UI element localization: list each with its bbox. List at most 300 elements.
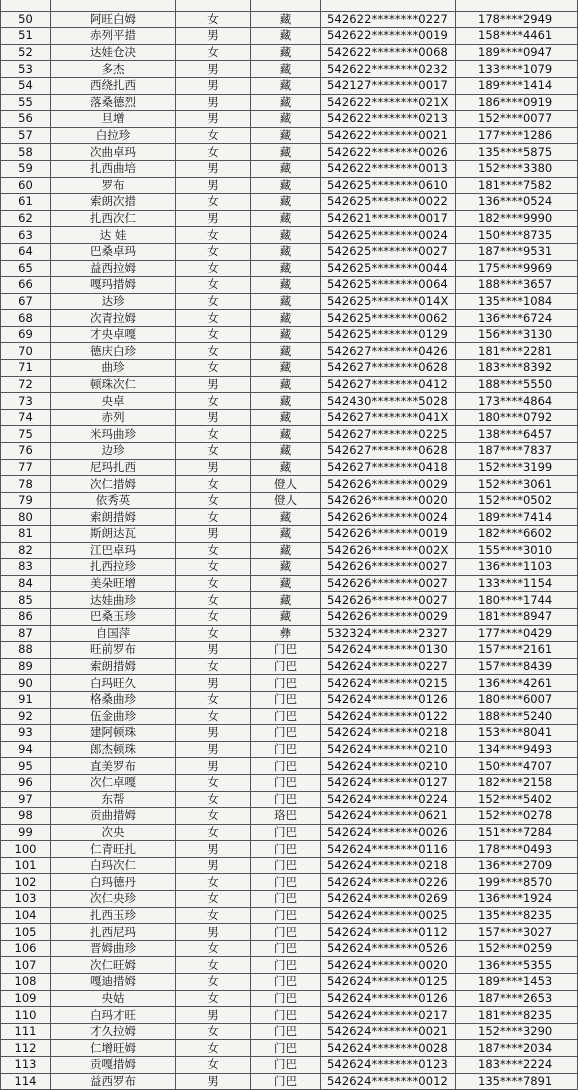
table-row	[1, 443, 578, 460]
table-row	[1, 741, 578, 758]
name-cell: 赤列	[51, 409, 176, 426]
table-row	[1, 459, 578, 476]
ethnicity-cell: 门巴	[251, 1073, 321, 1090]
ethnicity-cell: 彝	[251, 625, 321, 642]
name-cell: 白玛旺久	[51, 675, 176, 692]
id-number-cell: 542622********0013	[321, 160, 456, 177]
gender-cell: 女	[176, 957, 251, 974]
table-row	[1, 559, 578, 576]
phone-cell: 156****3130	[456, 326, 578, 343]
id-number-cell: 542624********0126	[321, 990, 456, 1007]
table-row	[1, 476, 578, 493]
id-number-cell: 542624********0116	[321, 841, 456, 858]
phone-cell: 181****8235	[456, 1007, 578, 1024]
table-row	[1, 874, 578, 891]
name-cell: 益西罗布	[51, 1073, 176, 1090]
gender-cell: 男	[176, 376, 251, 393]
row-number-cell: 52	[1, 44, 51, 61]
table-row	[1, 94, 578, 111]
table-row	[1, 990, 578, 1007]
row-number-cell: 92	[1, 708, 51, 725]
row-number-cell: 90	[1, 675, 51, 692]
id-number-cell: 542626********002X	[321, 542, 456, 559]
name-cell: 才久拉姆	[51, 1023, 176, 1040]
table-row	[1, 11, 578, 28]
ethnicity-cell: 藏	[251, 94, 321, 111]
table-row	[1, 542, 578, 559]
phone-cell: 178****0493	[456, 841, 578, 858]
phone-cell: 150****8735	[456, 227, 578, 244]
id-number-cell: 542624********0217	[321, 1007, 456, 1024]
name-cell: 贡嘎措姆	[51, 1057, 176, 1074]
table-row	[1, 1023, 578, 1040]
row-number-cell: 105	[1, 924, 51, 941]
row-number-cell: 87	[1, 625, 51, 642]
gender-cell: 男	[176, 28, 251, 45]
ethnicity-cell: 藏	[251, 227, 321, 244]
ethnicity-cell: 门巴	[251, 774, 321, 791]
ethnicity-cell: 门巴	[251, 924, 321, 941]
phone-cell: 152****5402	[456, 791, 578, 808]
ethnicity-cell: 藏	[251, 360, 321, 377]
phone-cell: 150****4707	[456, 758, 578, 775]
row-number-cell: 61	[1, 194, 51, 211]
ethnicity-cell: 门巴	[251, 874, 321, 891]
name-cell: 白玛德丹	[51, 874, 176, 891]
table-row	[1, 642, 578, 659]
name-cell: 次仁措姆	[51, 476, 176, 493]
name-cell: 央姑	[51, 990, 176, 1007]
ethnicity-cell: 藏	[251, 343, 321, 360]
ethnicity-cell: 门巴	[251, 642, 321, 659]
id-number-cell: 542625********0129	[321, 326, 456, 343]
name-cell: 依秀英	[51, 492, 176, 509]
phone-cell: 155****3010	[456, 542, 578, 559]
ethnicity-cell: 藏	[251, 144, 321, 161]
name-cell: 达 娃	[51, 227, 176, 244]
phone-cell: 187****2653	[456, 990, 578, 1007]
gender-cell: 女	[176, 824, 251, 841]
gender-cell: 男	[176, 642, 251, 659]
name-cell: 次曲卓玛	[51, 144, 176, 161]
name-cell: 次仁卓嘎	[51, 774, 176, 791]
phone-cell: 178****2949	[456, 11, 578, 28]
table-row	[1, 293, 578, 310]
phone-cell: 134****9493	[456, 741, 578, 758]
row-number-cell: 101	[1, 857, 51, 874]
row-number-cell: 51	[1, 28, 51, 45]
table-row	[1, 708, 578, 725]
table-row	[1, 160, 578, 177]
gender-cell: 女	[176, 774, 251, 791]
ethnicity-cell: 藏	[251, 111, 321, 128]
ethnicity-cell: 门巴	[251, 891, 321, 908]
row-number-cell: 75	[1, 426, 51, 443]
gender-cell: 女	[176, 127, 251, 144]
gender-cell: 男	[176, 526, 251, 543]
name-cell: 直美罗布	[51, 758, 176, 775]
name-cell: 贡曲措姆	[51, 808, 176, 825]
name-cell: 江巴卓玛	[51, 542, 176, 559]
table-row	[1, 111, 578, 128]
id-number-cell: 542625********0027	[321, 243, 456, 260]
table-row	[1, 326, 578, 343]
gender-cell: 男	[176, 857, 251, 874]
row-number-cell: 67	[1, 293, 51, 310]
ethnicity-cell: 藏	[251, 243, 321, 260]
row-number-cell: 77	[1, 459, 51, 476]
id-number-cell: 542624********0028	[321, 1040, 456, 1057]
ethnicity-cell: 藏	[251, 44, 321, 61]
table-row	[1, 691, 578, 708]
ethnicity-cell: 藏	[251, 177, 321, 194]
id-number-cell: 542627********0418	[321, 459, 456, 476]
name-cell: 晋姆曲珍	[51, 940, 176, 957]
gender-cell: 女	[176, 243, 251, 260]
gender-cell: 女	[176, 1040, 251, 1057]
row-number-cell: 114	[1, 1073, 51, 1090]
ethnicity-cell: 门巴	[251, 1057, 321, 1074]
id-number-cell: 542624********0025	[321, 907, 456, 924]
row-number-cell: 80	[1, 509, 51, 526]
table-row	[1, 44, 578, 61]
name-cell: 嘎玛措姆	[51, 277, 176, 294]
phone-cell: 187****7837	[456, 443, 578, 460]
ethnicity-cell: 藏	[251, 526, 321, 543]
name-cell: 落桑德烈	[51, 94, 176, 111]
name-cell: 扎西拉珍	[51, 559, 176, 576]
ethnicity-cell: 藏	[251, 608, 321, 625]
gender-cell: 女	[176, 360, 251, 377]
ethnicity-cell: 藏	[251, 393, 321, 410]
id-number-cell: 542624********0210	[321, 741, 456, 758]
phone-cell: 153****8041	[456, 725, 578, 742]
table-row	[1, 575, 578, 592]
table-row	[1, 1073, 578, 1090]
id-number-cell: 542624********0012	[321, 1073, 456, 1090]
gender-cell: 女	[176, 492, 251, 509]
ethnicity-cell: 门巴	[251, 758, 321, 775]
name-cell: 索朗措姆	[51, 509, 176, 526]
name-cell: 白玛才旺	[51, 1007, 176, 1024]
table-row	[1, 857, 578, 874]
phone-cell: 180****0792	[456, 409, 578, 426]
phone-cell: 189****7414	[456, 509, 578, 526]
ethnicity-cell: 藏	[251, 443, 321, 460]
gender-cell: 女	[176, 708, 251, 725]
id-number-cell: 542627********041X	[321, 409, 456, 426]
gender-cell: 女	[176, 144, 251, 161]
id-number-cell: 542625********0064	[321, 277, 456, 294]
table-row	[1, 426, 578, 443]
id-number-cell	[321, 0, 456, 11]
table-row	[1, 774, 578, 791]
id-number-cell: 542624********0026	[321, 824, 456, 841]
ethnicity-cell: 藏	[251, 326, 321, 343]
ethnicity-cell: 藏	[251, 509, 321, 526]
id-number-cell: 542624********0269	[321, 891, 456, 908]
row-number-cell: 70	[1, 343, 51, 360]
row-number-cell: 112	[1, 1040, 51, 1057]
table-row	[1, 940, 578, 957]
name-cell: 扎西玉珍	[51, 907, 176, 924]
row-number-cell: 108	[1, 974, 51, 991]
row-number-cell: 98	[1, 808, 51, 825]
gender-cell: 女	[176, 874, 251, 891]
name-cell: 次青拉姆	[51, 310, 176, 327]
row-number-cell: 107	[1, 957, 51, 974]
gender-cell: 男	[176, 1073, 251, 1090]
row-number-cell: 58	[1, 144, 51, 161]
phone-cell: 136****0524	[456, 194, 578, 211]
ethnicity-cell: 藏	[251, 260, 321, 277]
id-number-cell: 532324********2327	[321, 625, 456, 642]
ethnicity-cell: 藏	[251, 61, 321, 78]
name-cell: 旦增	[51, 111, 176, 128]
phone-cell: 158****4461	[456, 28, 578, 45]
name-cell: 赤列平措	[51, 28, 176, 45]
table-row	[1, 393, 578, 410]
row-number-cell: 99	[1, 824, 51, 841]
phone-cell: 136****6724	[456, 310, 578, 327]
gender-cell: 女	[176, 277, 251, 294]
row-number-cell: 86	[1, 608, 51, 625]
phone-cell: 133****1079	[456, 61, 578, 78]
id-number-cell: 542621********0017	[321, 210, 456, 227]
gender-cell: 女	[176, 260, 251, 277]
phone-cell: 183****8392	[456, 360, 578, 377]
id-number-cell: 542624********0621	[321, 808, 456, 825]
gender-cell: 男	[176, 61, 251, 78]
phone-cell: 152****0502	[456, 492, 578, 509]
id-number-cell: 542625********014X	[321, 293, 456, 310]
table-row	[1, 77, 578, 94]
phone-cell: 175****9969	[456, 260, 578, 277]
row-number-cell: 113	[1, 1057, 51, 1074]
row-number-cell: 82	[1, 542, 51, 559]
ethnicity-cell: 藏	[251, 592, 321, 609]
name-cell: 达娃仓决	[51, 44, 176, 61]
phone-cell: 136****4261	[456, 675, 578, 692]
phone-cell: 157****8439	[456, 658, 578, 675]
phone-cell: 135****1084	[456, 293, 578, 310]
id-number-cell: 542622********0227	[321, 11, 456, 28]
id-number-cell: 542625********0022	[321, 194, 456, 211]
row-number-cell: 95	[1, 758, 51, 775]
phone-cell: 136****5355	[456, 957, 578, 974]
table-row	[1, 675, 578, 692]
name-cell: 东帮	[51, 791, 176, 808]
id-number-cell: 542627********0426	[321, 343, 456, 360]
phone-cell: 135****7891	[456, 1073, 578, 1090]
row-number-cell: 59	[1, 160, 51, 177]
ethnicity-cell: 门巴	[251, 974, 321, 991]
ethnicity-cell: 门巴	[251, 741, 321, 758]
gender-cell: 女	[176, 990, 251, 1007]
row-number-cell: 96	[1, 774, 51, 791]
phone-cell: 187****2034	[456, 1040, 578, 1057]
ethnicity-cell: 藏	[251, 559, 321, 576]
row-number-cell: 79	[1, 492, 51, 509]
table-row	[1, 608, 578, 625]
row-number-cell: 106	[1, 940, 51, 957]
name-cell: 达珍	[51, 293, 176, 310]
table-row	[1, 28, 578, 45]
id-number-cell: 542624********0210	[321, 758, 456, 775]
phone-cell: 136****2709	[456, 857, 578, 874]
name-cell: 巴桑卓玛	[51, 243, 176, 260]
table-row	[1, 907, 578, 924]
phone-cell: 189****0947	[456, 44, 578, 61]
gender-cell: 男	[176, 111, 251, 128]
name-cell: 扎西次仁	[51, 210, 176, 227]
id-number-cell: 542624********0218	[321, 857, 456, 874]
name-cell: 达娃曲珍	[51, 592, 176, 609]
table-row	[1, 243, 578, 260]
gender-cell: 女	[176, 227, 251, 244]
row-number-cell: 69	[1, 326, 51, 343]
gender-cell: 男	[176, 77, 251, 94]
row-number-cell: 63	[1, 227, 51, 244]
phone-cell: 151****7284	[456, 824, 578, 841]
name-cell: 美朵旺增	[51, 575, 176, 592]
table-row	[1, 1057, 578, 1074]
row-number-cell: 64	[1, 243, 51, 260]
gender-cell: 女	[176, 1057, 251, 1074]
name-cell: 阿旺白姆	[51, 11, 176, 28]
row-number-cell: 81	[1, 526, 51, 543]
name-cell: 格桑曲珍	[51, 691, 176, 708]
gender-cell: 女	[176, 658, 251, 675]
ethnicity-cell: 藏	[251, 11, 321, 28]
gender-cell: 女	[176, 44, 251, 61]
gender-cell: 女	[176, 1023, 251, 1040]
table-row	[1, 824, 578, 841]
ethnicity-cell: 藏	[251, 409, 321, 426]
gender-cell: 女	[176, 974, 251, 991]
id-number-cell: 542626********0020	[321, 492, 456, 509]
id-number-cell: 542430********5028	[321, 393, 456, 410]
name-cell: 扎西曲培	[51, 160, 176, 177]
id-number-cell: 542622********0232	[321, 61, 456, 78]
id-number-cell: 542624********0123	[321, 1057, 456, 1074]
phone-cell: 188****5550	[456, 376, 578, 393]
gender-cell	[176, 0, 251, 11]
gender-cell: 女	[176, 194, 251, 211]
row-number-cell: 93	[1, 725, 51, 742]
table-row	[1, 791, 578, 808]
row-number-cell: 91	[1, 691, 51, 708]
name-cell: 旺前罗布	[51, 642, 176, 659]
ethnicity-cell: 藏	[251, 542, 321, 559]
gender-cell: 女	[176, 891, 251, 908]
id-number-cell: 542626********0029	[321, 476, 456, 493]
row-number-cell: 104	[1, 907, 51, 924]
row-number-cell: 54	[1, 77, 51, 94]
id-number-cell: 542627********0225	[321, 426, 456, 443]
id-number-cell: 542626********0027	[321, 575, 456, 592]
id-number-cell: 542624********0130	[321, 642, 456, 659]
phone-cell: 157****3027	[456, 924, 578, 941]
phone-cell: 182****6602	[456, 526, 578, 543]
gender-cell: 女	[176, 509, 251, 526]
gender-cell: 男	[176, 409, 251, 426]
ethnicity-cell: 门巴	[251, 675, 321, 692]
name-cell: 嘎迪措姆	[51, 974, 176, 991]
ethnicity-cell: 门巴	[251, 791, 321, 808]
row-number-cell: 103	[1, 891, 51, 908]
phone-cell: 181****7582	[456, 177, 578, 194]
ethnicity-cell: 门巴	[251, 708, 321, 725]
name-cell: 巴桑玉珍	[51, 608, 176, 625]
id-number-cell: 542626********0027	[321, 592, 456, 609]
phone-cell: 180****1744	[456, 592, 578, 609]
name-cell: 建阿顿珠	[51, 725, 176, 742]
row-number-cell: 73	[1, 393, 51, 410]
table-row	[1, 227, 578, 244]
table-row	[1, 891, 578, 908]
ethnicity-cell: 僜人	[251, 476, 321, 493]
name-cell: 自国萍	[51, 625, 176, 642]
table-row	[1, 1007, 578, 1024]
name-cell: 索朗次措	[51, 194, 176, 211]
row-number-cell: 57	[1, 127, 51, 144]
ethnicity-cell: 藏	[251, 293, 321, 310]
table-row	[1, 758, 578, 775]
gender-cell: 女	[176, 559, 251, 576]
id-number-cell: 542622********0213	[321, 111, 456, 128]
id-number-cell: 542624********0122	[321, 708, 456, 725]
name-cell: 央卓	[51, 393, 176, 410]
phone-cell: 189****1453	[456, 974, 578, 991]
phone-cell: 133****1154	[456, 575, 578, 592]
gender-cell: 男	[176, 459, 251, 476]
id-number-cell: 542626********0029	[321, 608, 456, 625]
row-number-cell: 53	[1, 61, 51, 78]
ethnicity-cell: 藏	[251, 210, 321, 227]
id-number-cell: 542627********0628	[321, 443, 456, 460]
phone-cell: 152****0077	[456, 111, 578, 128]
name-cell: 边珍	[51, 443, 176, 460]
name-cell: 扎西尼玛	[51, 924, 176, 941]
table-row	[1, 194, 578, 211]
ethnicity-cell: 僜人	[251, 492, 321, 509]
id-number-cell: 542626********0027	[321, 559, 456, 576]
name-cell: 多杰	[51, 61, 176, 78]
name-cell: 益西拉姆	[51, 260, 176, 277]
row-number-cell: 56	[1, 111, 51, 128]
gender-cell: 女	[176, 343, 251, 360]
gender-cell: 女	[176, 907, 251, 924]
table-row	[1, 310, 578, 327]
row-number-cell: 68	[1, 310, 51, 327]
ethnicity-cell: 门巴	[251, 691, 321, 708]
id-number-cell: 542625********0610	[321, 177, 456, 194]
ethnicity-cell: 藏	[251, 160, 321, 177]
id-number-cell: 542624********0021	[321, 1023, 456, 1040]
ethnicity-cell: 藏	[251, 376, 321, 393]
name-cell: 次仁旺姆	[51, 957, 176, 974]
gender-cell: 女	[176, 625, 251, 642]
row-number-cell: 78	[1, 476, 51, 493]
name-cell	[51, 0, 176, 11]
phone-cell: 152****3199	[456, 459, 578, 476]
id-number-cell: 542127********0017	[321, 77, 456, 94]
gender-cell: 男	[176, 177, 251, 194]
ethnicity-cell: 门巴	[251, 824, 321, 841]
table-row	[1, 974, 578, 991]
row-number-cell: 100	[1, 841, 51, 858]
